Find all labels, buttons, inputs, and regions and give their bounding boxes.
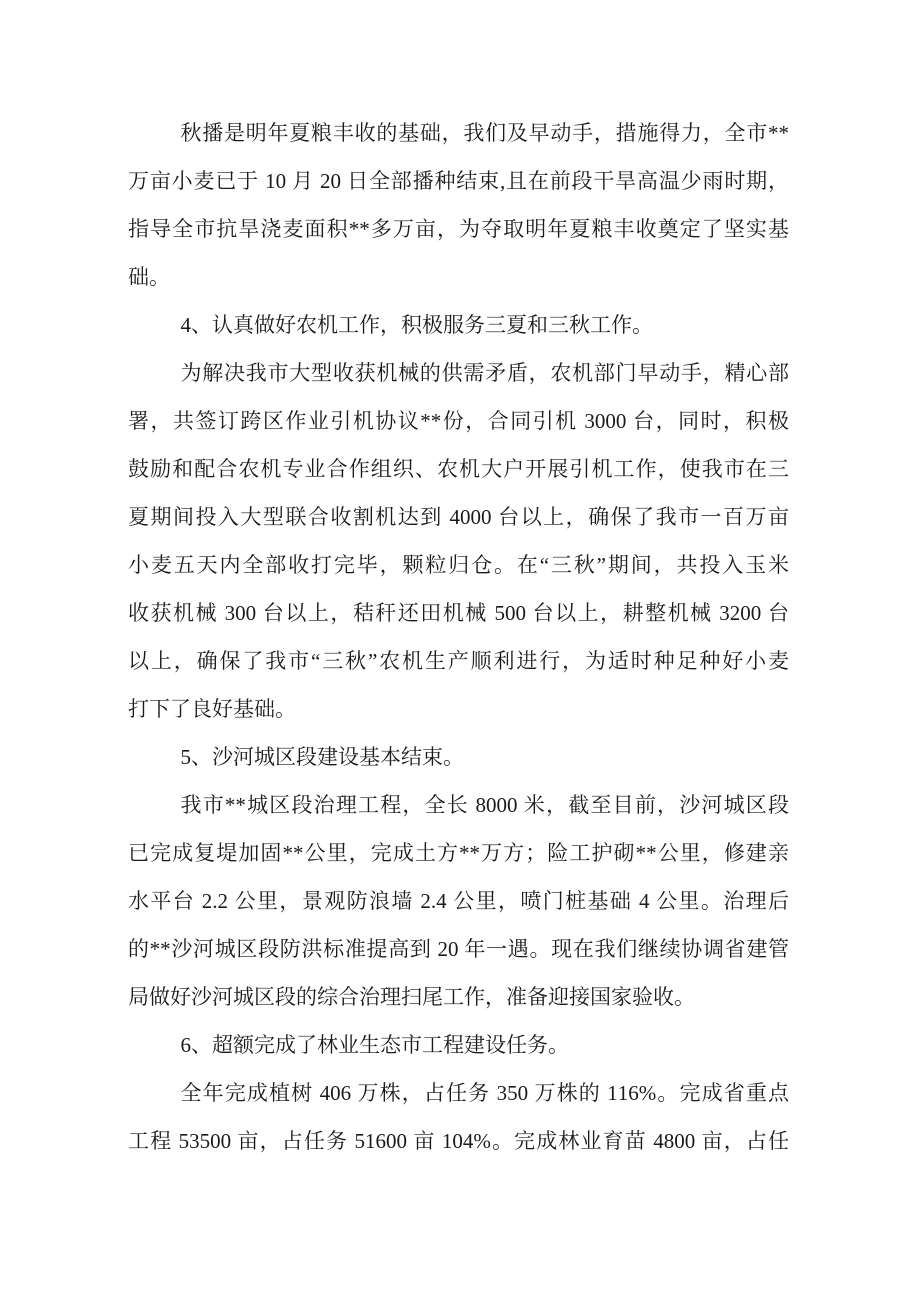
text-line: 的**沙河城区段防洪标准提高到 20 年一遇。现在我们继续协调省建管	[128, 937, 789, 961]
text-line: 鼓励和配合农机专业合作组织、农机大户开展引机工作，使我市在三	[128, 457, 789, 481]
text-line: 收获机械 300 台以上，秸秆还田机械 500 台以上，耕整机械 3200 台	[128, 601, 789, 625]
text-line: 万亩小麦已于 10 月 20 日全部播种结束,且在前段干旱高温少雨时期，	[128, 169, 789, 193]
heading-line: 4、认真做好农机工作，积极服务三夏和三秋工作。	[180, 313, 653, 337]
text-line: 打下了良好基础。	[128, 697, 296, 721]
text-line: 我市**城区段治理工程，全长 8000 米，截至目前，沙河城区段	[180, 793, 789, 817]
text-line: 夏期间投入大型联合收割机达到 4000 台以上，确保了我市一百万亩	[128, 505, 789, 529]
text-line: 为解决我市大型收获机械的供需矛盾，农机部门早动手，精心部	[180, 361, 789, 385]
text-line: 小麦五天内全部收打完毕，颗粒归仓。在“三秋”期间，共投入玉米	[128, 553, 789, 577]
document-text-block	[128, 109, 789, 1165]
text-line: 础。	[128, 265, 170, 289]
text-line: 工程 53500 亩，占任务 51600 亩 104%。完成林业育苗 4800 亩，占任	[128, 1129, 789, 1153]
text-line: 指导全市抗旱浇麦面积**多万亩，为夺取明年夏粮丰收奠定了坚实基	[128, 217, 789, 241]
text-line: 水平台 2.2 公里，景观防浪墙 2.4 公里，喷门桩基础 4 公里。治理后	[128, 889, 789, 913]
text-line: 全年完成植树 406 万株，占任务 350 万株的 116%。完成省重点	[180, 1081, 789, 1105]
heading-line: 6、超额完成了林业生态市工程建设任务。	[180, 1033, 569, 1057]
text-line: 署，共签订跨区作业引机协议**份，合同引机 3000 台，同时，积极	[128, 409, 789, 433]
text-line: 秋播是明年夏粮丰收的基础，我们及早动手，措施得力，全市**	[180, 121, 789, 145]
text-line: 以上，确保了我市“三秋”农机生产顺利进行，为适时种足种好小麦	[128, 649, 789, 673]
text-line: 已完成复堤加固**公里，完成土方**万方；险工护砌**公里，修建亲	[128, 841, 789, 865]
text-line: 局做好沙河城区段的综合治理扫尾工作，准备迎接国家验收。	[128, 985, 695, 1009]
heading-line: 5、沙河城区段建设基本结束。	[180, 745, 464, 769]
